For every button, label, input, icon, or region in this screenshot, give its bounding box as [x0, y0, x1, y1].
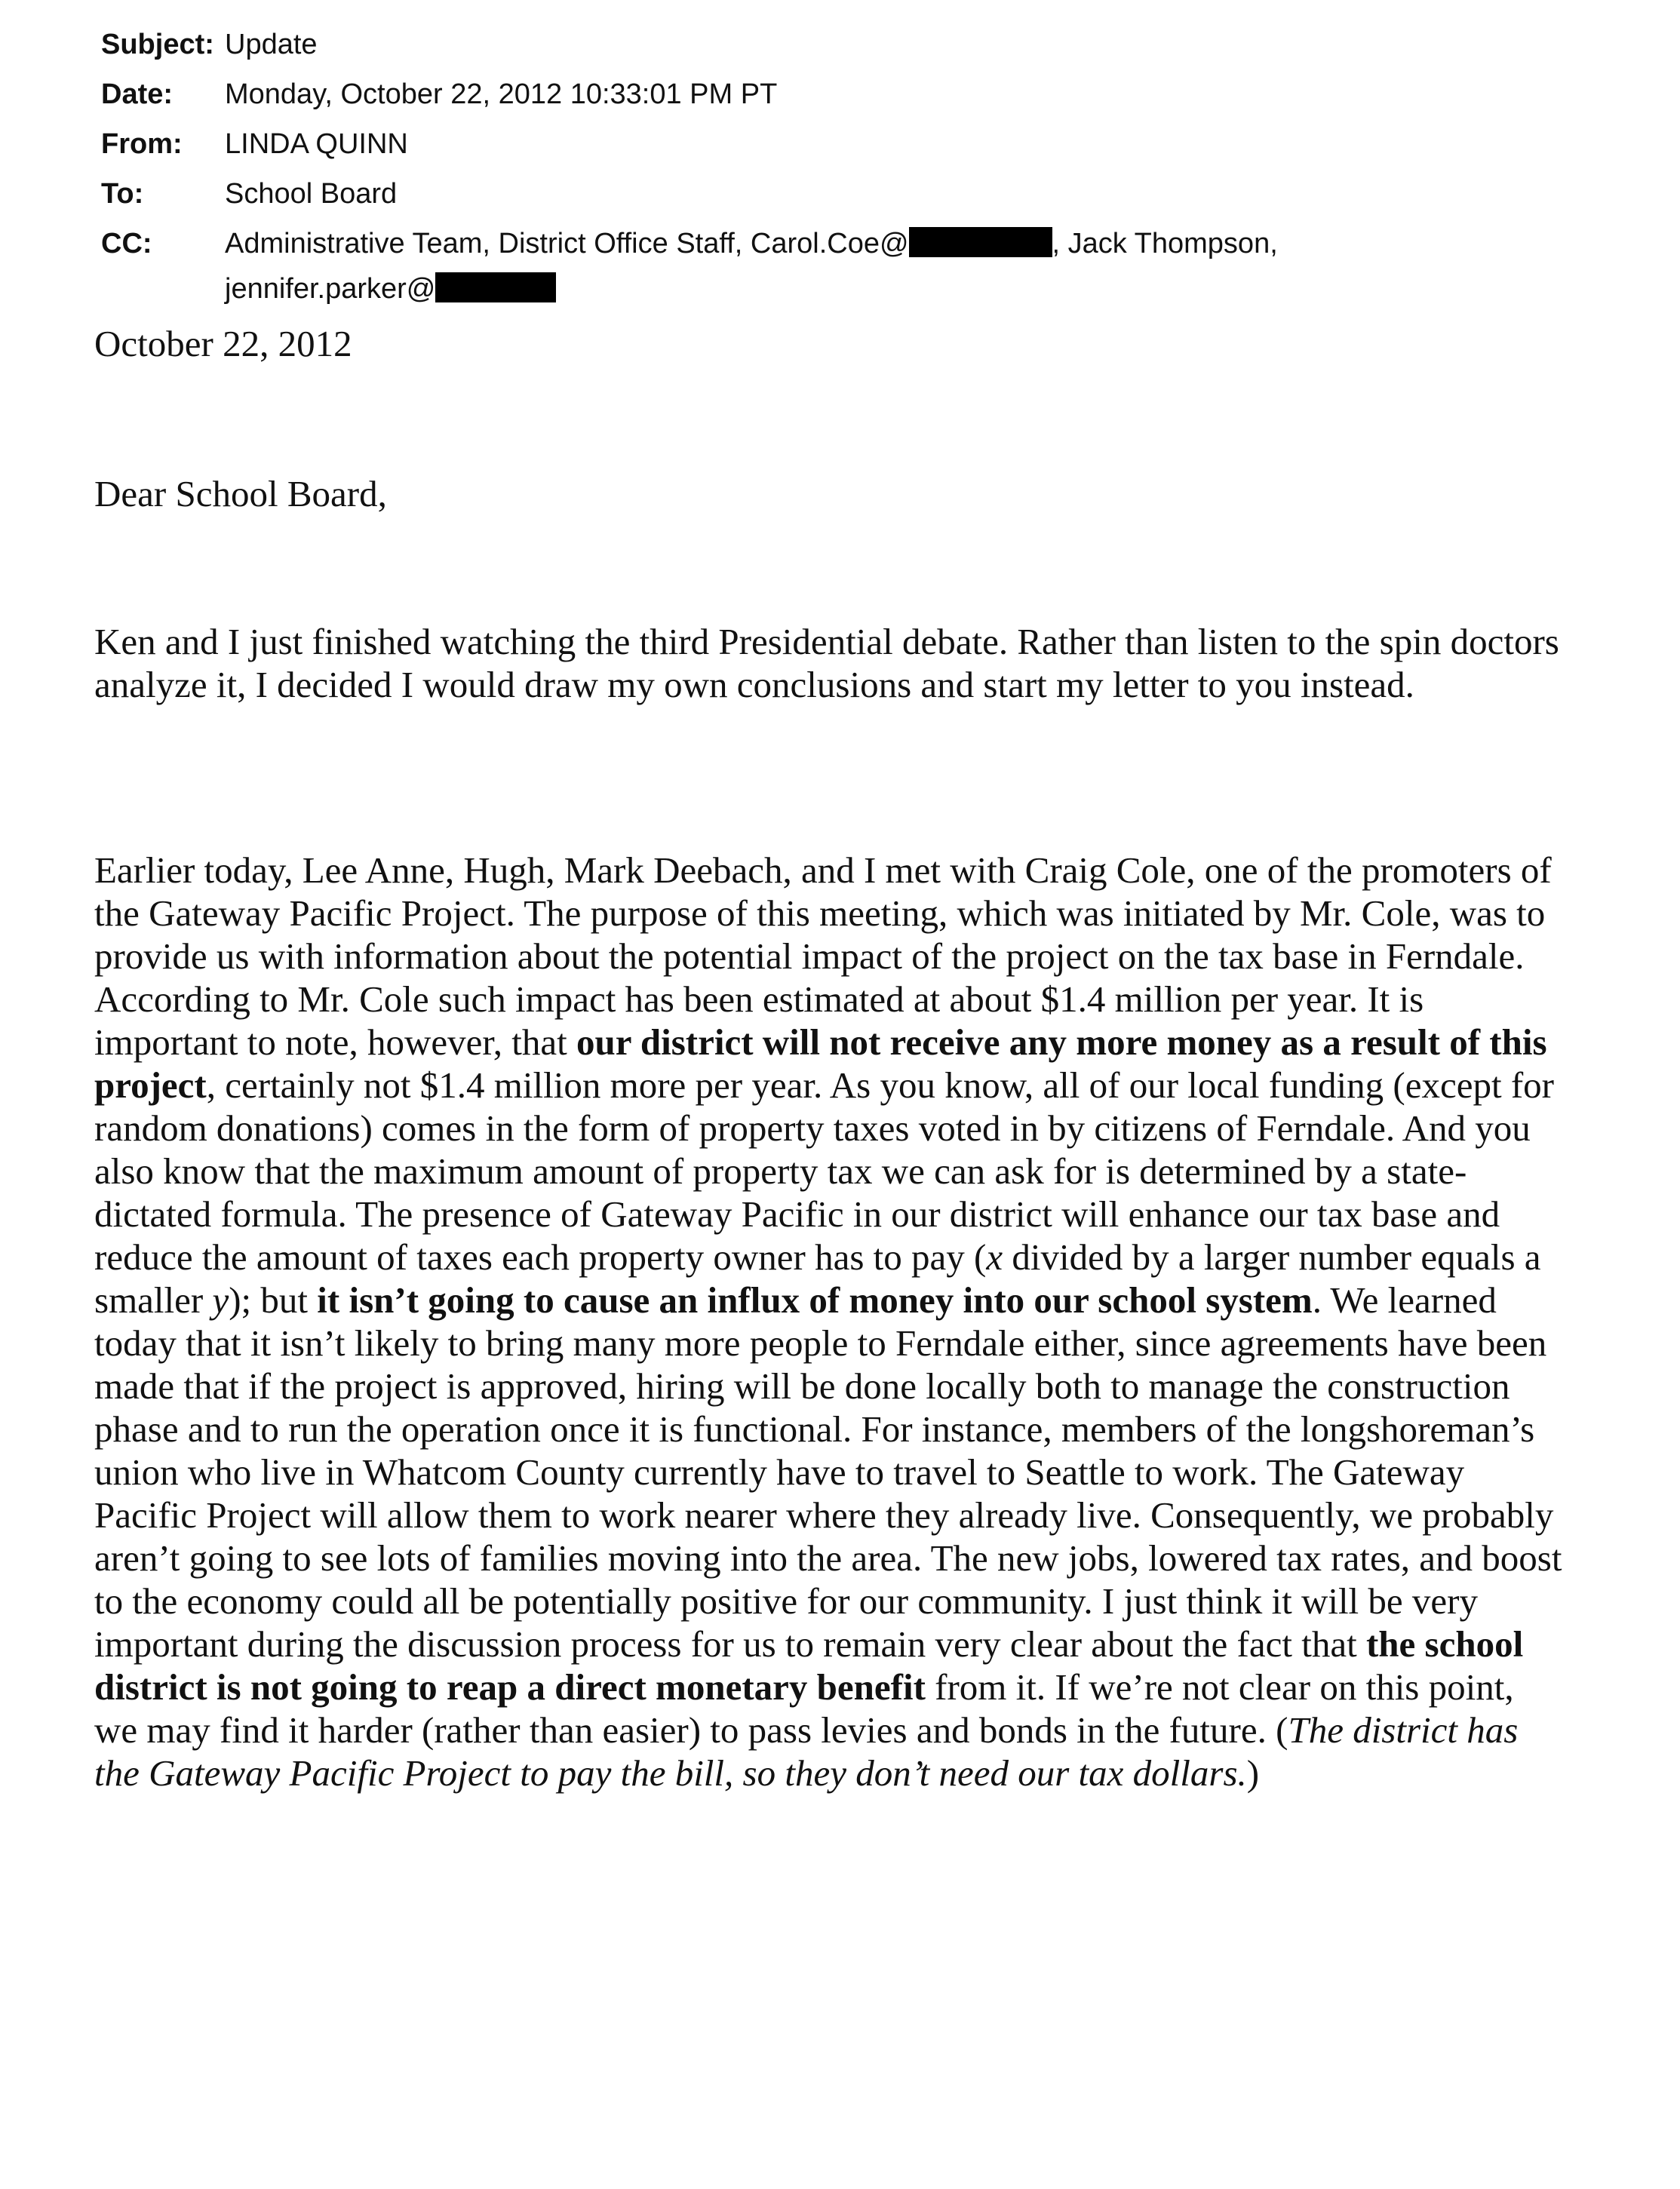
date-row — [101, 69, 1534, 119]
p2-text: , certainly not $1.4 million more per year. As you know, all of our local funding (except for random donations) comes in the form of property taxes voted in by citizens of Ferndale. And you also know that the maximum amount of property tax we can ask for is determined by a state-dictated formula. The presence of Gateway Pacific in our district will enhance our tax base and reduce the amount of taxes each property owner has to pay ( — [94, 1064, 1554, 1278]
date-label: Date: — [101, 78, 174, 110]
email-header — [101, 20, 1534, 312]
p2-bold-emphasis: our district will not receive any more money as a result of this project — [94, 1021, 1547, 1106]
p2-italic-y: y — [212, 1279, 229, 1321]
p2-italic-x: x — [986, 1236, 1003, 1278]
paragraph-1: Ken and I just finished watching the third Presidential debate. Rather than listen to the spin doctors analyze it, I decided I would draw my own conclusions and start my letter to you instead. — [94, 621, 1559, 705]
cc-row — [101, 219, 1534, 312]
subject-row — [101, 20, 1534, 69]
from-row — [101, 119, 1534, 169]
date-value: Monday, October 22, 2012 10:33:01 PM PT — [225, 78, 778, 110]
p2-bold-emphasis: it isn’t going to cause an influx of money into our school system — [317, 1279, 1313, 1321]
to-value: School Board — [225, 178, 398, 210]
to-row — [101, 169, 1534, 219]
salutation: Dear School Board, — [94, 473, 387, 514]
redaction-bar — [435, 272, 556, 302]
paragraph-2 — [94, 849, 1565, 1794]
cc-text-part2: , Jack Thompson, — [1052, 228, 1278, 259]
p2-bold-emphasis: the school district is not going to reap a direct monetary benefit — [94, 1623, 1524, 1708]
letter-date: October 22, 2012 — [94, 323, 352, 364]
from-label: From: — [101, 128, 183, 160]
p2-italic-aside: The district has the Gateway Pacific Project to pay the bill, so they don’t need our tax dollars. — [94, 1709, 1519, 1794]
redaction-bar — [909, 227, 1052, 257]
to-label: To: — [101, 178, 144, 210]
subject-value: Update — [225, 29, 318, 60]
p2-text: ) — [1246, 1752, 1260, 1794]
p2-text: ); but — [229, 1279, 318, 1321]
cc-value — [225, 219, 1534, 312]
p2-text: Earlier today, Lee Anne, Hugh, Mark Deebach, and I met with Craig Cole, one of the promoters of the Gateway Pacific Project. The purpose of this meeting, which was initiated by Mr. Cole, was to provide us with information about the potential impact of the project on the tax base in Ferndale. According to Mr. Cole such impact has been estimated at about $1.4 million per year. It is important to note, however, that — [94, 849, 1552, 1063]
p2-text: from it. If we’re not clear on this point, we may find it harder (rather than easier) to pass levies and bonds in the future. ( — [94, 1666, 1514, 1751]
from-value: LINDA QUINN — [225, 128, 408, 160]
p2-text: divided by a larger number equals a smaller — [94, 1236, 1541, 1321]
cc-text-part3: jennifer.parker@ — [225, 273, 436, 305]
cc-text-part1: Administrative Team, District Office Staff, Carol.Coe@ — [225, 228, 909, 259]
p2-text: . We learned today that it isn’t likely to bring many more people to Ferndale either, since agreements have been made that if the project is approved, hiring will be done locally both to manage the construction phase and to run the operation once it is functional. For instance, members of the longshoreman’s union who live in Whatcom County currently have to travel to Seattle to work. The Gateway Pacific Project will allow them to work nearer where they already live. Consequently, we probably aren’t going to see lots of families moving into the area. The new jobs, lowered tax rates, and boost to the economy could all be potentially positive for our community. I just think it will be very important during the discussion process for us to remain very clear about the fact that — [94, 1279, 1562, 1665]
cc-label: CC: — [101, 228, 152, 259]
subject-label: Subject: — [101, 29, 214, 60]
